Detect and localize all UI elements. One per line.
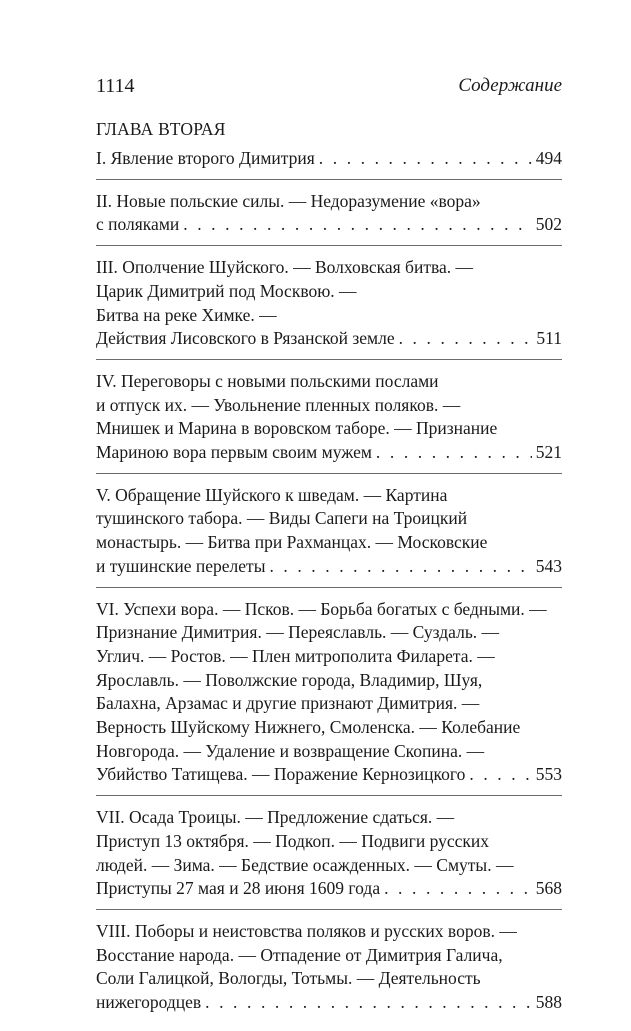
toc-entry-line: Углич. — Ростов. — Плен митрополита Филарета. — — [96, 645, 495, 666]
toc-entry-line: Верность Шуйскому Нижнего, Смоленска. — Колебание — [96, 717, 521, 738]
running-head: Содержание — [458, 75, 562, 96]
toc-page-number: 568 — [535, 878, 562, 899]
toc-entry-last-line — [96, 147, 562, 171]
toc-entry-line: Новгорода. — Удаление и возвращение Скопина. — — [96, 740, 485, 761]
toc-entry-line: и тушинские перелеты — [96, 555, 266, 576]
dot-leader — [269, 555, 531, 579]
toc-page-number: 588 — [535, 992, 562, 1013]
toc-entry-line: Балахна, Арзамас и другие признают Димитрия. — — [96, 693, 480, 714]
toc-entry-line: людей. — Зима. — Бедствие осажденных. — Смуты. — — [96, 854, 514, 875]
toc-entry-line: нижегородцев — [96, 992, 202, 1013]
toc-entry-line: I. Явление второго Димитрия — [96, 148, 315, 168]
toc-entry-line: IV. Переговоры с новыми польскими послами — [96, 370, 439, 391]
dot-leader — [469, 763, 531, 787]
dot-leader — [183, 213, 531, 237]
toc-entry-line: с поляками — [96, 214, 180, 235]
dot-leader — [205, 991, 532, 1015]
toc-entry — [96, 918, 562, 1023]
toc-entry-line: Мариною вора первым своим мужем — [96, 442, 372, 463]
toc-entry — [96, 596, 562, 797]
toc-entry-line: монастырь. — Битва при Рахманцах. — Московские — [96, 532, 488, 553]
toc-entry-last-line — [96, 877, 562, 901]
toc-entry-line: Мнишек и Марина в воровском таборе. — Признание — [96, 418, 498, 439]
toc-entry-line: III. Ополчение Шуйского. — Волховская битва. — — [96, 257, 474, 278]
dot-leader — [384, 877, 532, 901]
toc-entry-line: Убийство Татищева. — Поражение Кернозицкого — [96, 764, 466, 785]
toc-page-number: 553 — [535, 764, 562, 785]
toc-entry-line: Действия Лисовского в Рязанской земле — [96, 328, 395, 349]
toc-entry-last-line — [96, 991, 562, 1015]
toc-page-number: 521 — [535, 442, 562, 463]
toc-entry-line: Царик Димитрий под Москвою. — — [96, 280, 357, 301]
page-number: 1114 — [96, 75, 135, 97]
toc-entry-line: VI. Успехи вора. — Псков. — Борьба богатых с бедными. — — [96, 598, 547, 619]
toc-entry-last-line — [96, 441, 562, 465]
toc-entry-last-line — [96, 327, 562, 351]
toc-entry-line: Соли Галицкой, Вологды, Тотьмы. — Деятельность — [96, 968, 481, 989]
toc-entry-line: VIII. Поборы и неистовства поляков и русских воров. — — [96, 920, 517, 941]
chapter-title: ГЛАВА ВТОРАЯ — [96, 119, 226, 139]
toc-entry — [96, 254, 562, 360]
toc-entry-line: Признание Димитрия. — Переяславль. — Суздаль. — — [96, 622, 500, 643]
toc-entry-line: VII. Осада Троицы. — Предложение сдаться. — — [96, 807, 455, 828]
toc-entry-line: Ярославль. — Поволжские города, Владимир, Шуя, — [96, 669, 483, 690]
toc-entry-line: и отпуск их. — Увольнение пленных поляков. — — [96, 394, 461, 415]
dot-leader — [319, 147, 532, 171]
toc-page-number: 502 — [535, 214, 562, 235]
toc-entry-last-line — [96, 213, 562, 237]
toc-page-number: 543 — [535, 555, 562, 576]
toc-entry-line: Приступы 27 мая и 28 июня 1609 года — [96, 878, 381, 899]
toc-entry-line: Битва на реке Химке. — — [96, 304, 277, 325]
toc-entry-line: Восстание народа. — Отпадение от Димитрия Галича, — [96, 944, 503, 965]
toc-entry-last-line — [96, 555, 562, 579]
dot-leader — [399, 327, 533, 351]
table-of-contents — [96, 145, 562, 1031]
toc-page-number: 494 — [535, 148, 562, 168]
toc-entry — [96, 145, 562, 180]
toc-entry-line: II. Новые польские силы. — Недоразумение «вора» — [96, 190, 481, 211]
toc-entry — [96, 804, 562, 910]
toc-entry — [96, 482, 562, 588]
toc-entry-last-line — [96, 763, 562, 787]
toc-entry — [96, 368, 562, 474]
dot-leader — [376, 441, 532, 465]
toc-entry-line: тушинского табора. — Виды Сапеги на Троицкий — [96, 508, 468, 529]
toc-entry-line: V. Обращение Шуйского к шведам. — Картина — [96, 484, 448, 505]
toc-entry — [96, 188, 562, 246]
toc-entry-line: Приступ 13 октября. — Подкоп. — Подвиги русских — [96, 830, 490, 851]
toc-page-number: 511 — [536, 328, 562, 349]
